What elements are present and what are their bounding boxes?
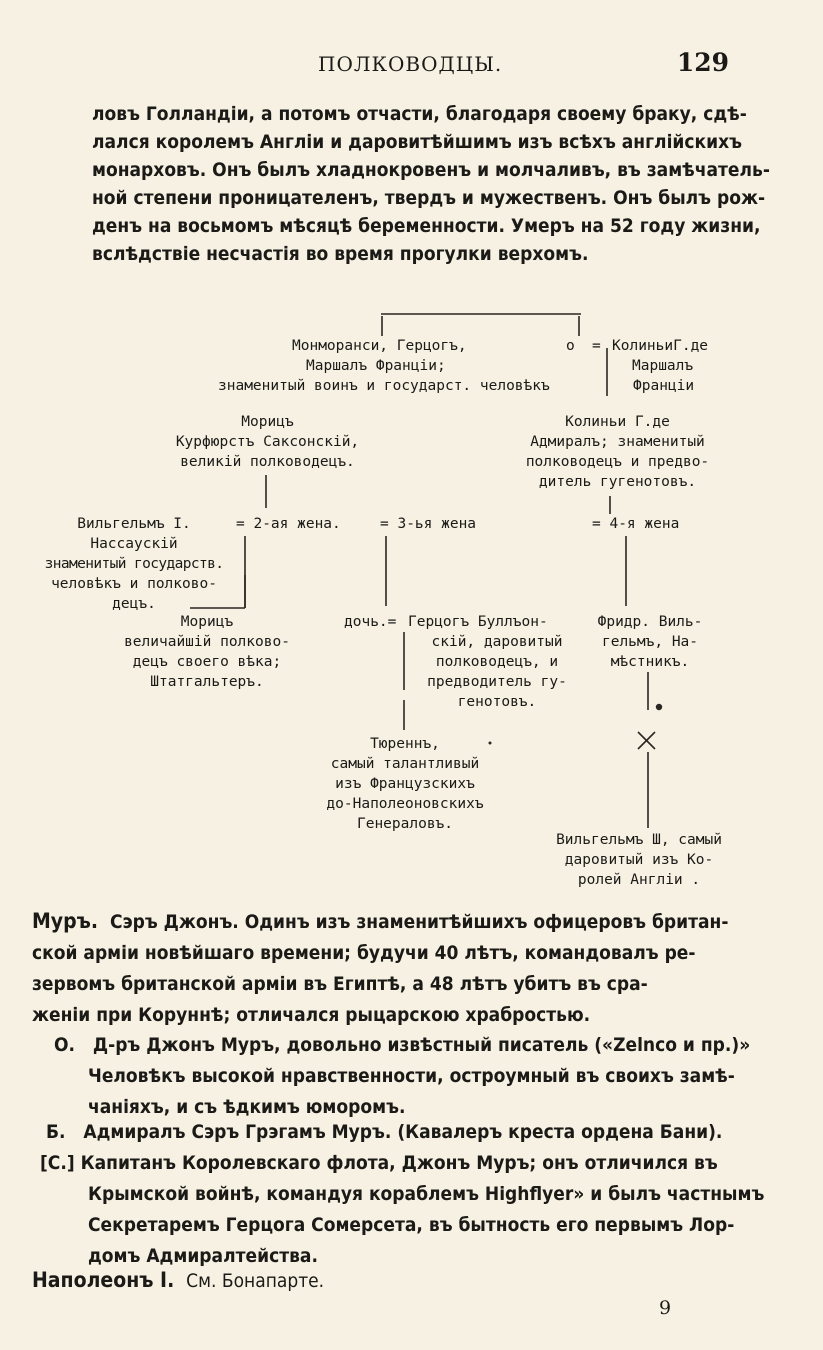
entry-napoleon-ref: См. Бонапарте.	[186, 1270, 325, 1292]
marriage-marker: о	[566, 338, 575, 354]
entry-b-line: Б. Адмиралъ Сэръ Грэгамъ Муръ. (Кавалеръ креста ордена Бани).	[46, 1121, 723, 1143]
text-line: монарховъ. Онъ былъ хладнокровенъ и молчаливъ, въ замѣчатель-	[92, 159, 770, 181]
node-coligny-elder: КолиньиГ.де	[612, 338, 709, 354]
text-line: чаніяхъ, и съ ѣдкимъ юморомъ.	[88, 1096, 406, 1118]
entry-napoleon-head: Наполеонъ I.	[32, 1268, 175, 1292]
entry-moore-line: Муръ. Сэръ Джонъ. Одинъ изъ знаменитѣйшихъ офицеровъ британ-	[32, 909, 729, 933]
text-line: лался королемъ Англіи и даровитѣйшимъ изъ всѣхъ англійскихъ	[92, 131, 742, 153]
intro-paragraph	[92, 100, 770, 268]
text-line: Человѣкъ высокой нравственности, остроумный въ своихъ замѣ-	[88, 1065, 735, 1087]
node-wife-2: = 2-ая жена.	[236, 516, 341, 532]
node-william-i: Вильгельмъ I. Нассаускій знаменитый государств. человѣкъ и полково- децъ.	[44, 516, 224, 612]
text-line: Крымской войнѣ, командуя кораблемъ Highflyer» и былъ частнымъ	[88, 1183, 765, 1205]
node-coligny-admiral: Колиньи Г.де Адмиралъ; знаменитый полководецъ и предво- дитель гугенотовъ.	[525, 414, 710, 490]
entry-s-line: [С.] Капитанъ Королевскаго флота, Джонъ Муръ; онъ отличился въ	[40, 1152, 718, 1174]
entry-o-mark: О.	[54, 1034, 76, 1056]
entry-napoleon-line	[32, 1265, 752, 1297]
node-frederick-william: Фридр. Виль- гельмъ, На- мѣстникъ.	[597, 614, 703, 670]
text-line: зервомъ британской арміи въ Египтѣ, а 48 лѣтъ убитъ въ сра-	[32, 973, 648, 995]
entry-s	[32, 1148, 765, 1272]
text-line: домъ Адмиралтейства.	[88, 1245, 318, 1267]
node-daughter: дочь.=	[344, 614, 397, 630]
text-line: ской арміи новѣйшаго времени; будучи 40 лѣтъ, командовалъ ре-	[32, 942, 696, 964]
running-title: ПОЛКОВОДЦЫ.	[318, 52, 503, 76]
node-bouillon: Герцогъ Буллъон- скій, даровитый полководецъ, и предводитель гу- генотовъ.	[408, 614, 567, 710]
entry-o	[32, 1030, 752, 1123]
entry-moore-head: Муръ.	[32, 909, 99, 933]
ink-blot	[656, 704, 662, 710]
signature-mark: 9	[659, 1297, 672, 1319]
node-montmorency-desc: знаменитый воинъ и государст. человѣкъ	[218, 378, 550, 394]
node-wife-3: = 3-ья жена	[380, 516, 477, 532]
text-line: Секретаремъ Герцога Сомерсета, въ бытность его первымъ Лор-	[88, 1214, 735, 1236]
node-william-iii: Вильгельмъ Ш, самый даровитый изъ Ко- ролей Англіи .	[556, 832, 722, 888]
node-montmorency-title: Маршалъ Франціи;	[306, 358, 446, 374]
entry-b-mark: Б.	[46, 1121, 66, 1143]
page-number: 129	[676, 48, 729, 77]
node-montmorency: Монморанси, Герцогъ,	[292, 338, 467, 354]
text-line: денъ на восьмомъ мѣсяцѣ беременности. Умеръ на 52 году жизни,	[92, 215, 761, 237]
text-line: вслѣдствіе несчастія во время прогулки верхомъ.	[92, 243, 589, 265]
text-line: женіи при Коруннѣ; отличался рыцарскою храбростью.	[32, 1004, 591, 1026]
genealogy-tree	[0, 300, 823, 900]
node-turenne: Тюреннъ, самый талантливый изъ Французскихъ до-Наполеоновскихъ Генераловъ.	[326, 736, 484, 832]
entry-b	[32, 1117, 752, 1148]
entry-napoleon	[32, 1265, 752, 1297]
node-coligny-elder-country: Франціи	[633, 378, 695, 394]
marriage-eq: =	[592, 338, 601, 354]
entry-s-mark: [С.]	[40, 1152, 75, 1174]
entry-moore	[32, 906, 752, 1031]
text-line: ной степени проницателенъ, твердъ и мужественъ. Онъ былъ рож-	[92, 187, 766, 209]
running-head	[0, 48, 823, 82]
entry-o-line: О. Д-ръ Джонъ Муръ, довольно извѣстный писатель («Zelnco и пр.)»	[54, 1034, 751, 1056]
text-line: ловъ Голландіи, а потомъ отчасти, благодаря своему браку, сдѣ-	[92, 103, 747, 125]
node-moritz-saxon: Морицъ Курфюрстъ Саксонскій, великій полководецъ.	[175, 414, 360, 470]
node-moritz-orange: Морицъ величайшій полково- децъ своего вѣка; Штатгальтеръ.	[124, 614, 290, 690]
node-wife-4: = 4-я жена	[592, 516, 680, 532]
node-coligny-elder-title: Маршалъ	[632, 358, 694, 374]
